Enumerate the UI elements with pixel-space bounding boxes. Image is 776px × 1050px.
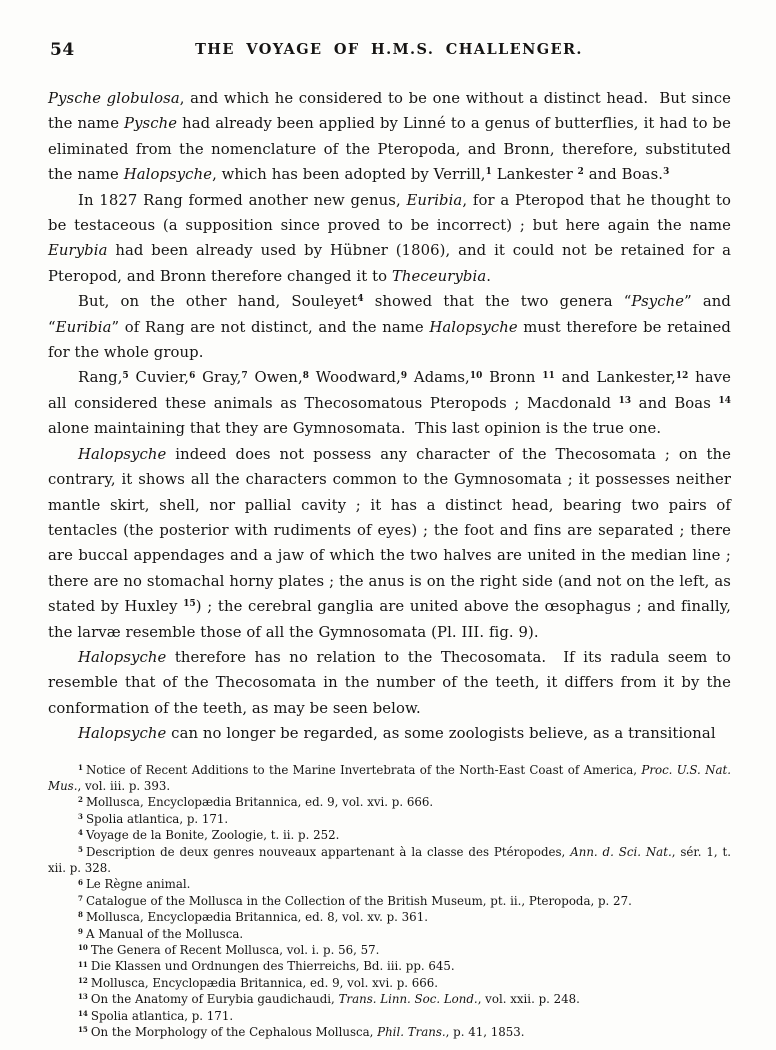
footnote	[48, 942, 731, 958]
text-run: But, on the other hand, Souleyet	[78, 293, 358, 311]
text-run: The Genera of Recent Mollusca, vol. i. p. 56, 57.	[90, 943, 380, 958]
text-run: ” of Rang are not distinct, and the name	[111, 318, 430, 336]
italic-text-run: Halopsyche	[78, 648, 167, 666]
text-run: , for a Pteropod that he thought to be testaceous (a supposition since proved to be incorrect) ; but here again the name	[48, 191, 732, 235]
footnote-number: 14	[78, 1008, 88, 1018]
footnote	[48, 762, 731, 795]
text-run: Mollusca, Encyclopædia Britannica, ed. 8, vol. xv. p. 361.	[85, 910, 428, 925]
body-text	[48, 86, 731, 747]
text-run: had been already used by Hübner (1806), and it could not be retained for a Pteropod, and Bronn therefore changed it to	[48, 242, 731, 285]
footnote-number: 2	[78, 795, 83, 805]
footnote-ref: 14	[718, 396, 731, 406]
footnote-number: 10	[78, 943, 88, 953]
text-run: Die Klassen und Ordnungen des Thierreichs, Bd. iii. pp. 645.	[90, 959, 455, 974]
footnote	[48, 1008, 731, 1024]
footnote	[48, 844, 731, 877]
text-run: ” and “	[48, 293, 731, 336]
text-run: Description de deux genres nouveaux appartenant à la classe des Ptéropodes,	[85, 844, 571, 859]
text-run: Woodward,	[309, 369, 401, 387]
text-run: Spolia atlantica, p. 171.	[85, 811, 229, 826]
footnote-ref: 5	[122, 370, 129, 381]
text-run: Gray,	[195, 369, 242, 387]
footnote	[48, 893, 731, 909]
text-run: must therefore be retained for the whole group.	[48, 318, 731, 362]
italic-text-run: Halopsyche	[429, 318, 518, 336]
paragraph	[48, 721, 731, 746]
footnote-number: 1	[78, 762, 83, 772]
italic-text-run: Ann. d. Sci. Nat.	[570, 844, 672, 859]
text-run: Mollusca, Encyclopædia Britannica, ed. 9, vol. xvi. p. 666.	[90, 975, 439, 990]
footnote-ref: 2	[577, 167, 584, 178]
italic-text-run: Pysche globulosa	[48, 90, 180, 107]
footnote	[48, 991, 731, 1007]
footnote-number: 9	[78, 926, 83, 936]
text-run: , p. 41, 1853.	[445, 1025, 525, 1040]
italic-text-run: Halopsyche	[123, 166, 213, 184]
italic-text-run: Pysche	[124, 115, 178, 133]
footnote-number: 4	[78, 828, 83, 838]
footnote-ref: 15	[183, 599, 196, 610]
text-run: can no longer be regarded, as some zoologists believe, as a transitional	[166, 725, 716, 743]
text-run: have all considered these animals as Thecosomatous Pteropods ; Macdonald	[48, 369, 731, 412]
text-run: had already been applied by Linné to a genus of butterflies, it had to be eliminated from the nomenclature of the Pteropoda, and Bronn, therefore, substituted the name	[48, 115, 731, 184]
footnote	[48, 1024, 731, 1040]
italic-text-run: Halopsyche	[78, 445, 167, 463]
footnote-ref: 13	[618, 396, 632, 406]
text-run: On the Anatomy of Eurybia gaudichaudi,	[90, 992, 339, 1007]
footnote-ref: 11	[542, 370, 555, 381]
italic-text-run: Theceurybia	[391, 267, 487, 285]
footnote-number: 3	[78, 811, 83, 821]
text-run: Owen,	[247, 369, 303, 387]
footnote-ref: 6	[189, 370, 196, 381]
footnote-number: 6	[78, 877, 83, 887]
italic-text-run: Phil. Trans.	[377, 1025, 446, 1040]
footnote-number: 12	[78, 975, 88, 985]
paragraph	[48, 365, 731, 441]
text-run: Voyage de la Bonite, Zoologie, t. ii. p. 252.	[85, 828, 340, 843]
text-run: Mollusca, Encyclopædia Britannica, ed. 9, vol. xvi. p. 666.	[85, 795, 434, 810]
footnote	[48, 827, 731, 843]
text-run: Cuvier,	[128, 369, 190, 387]
footnote	[48, 975, 731, 991]
footnote-ref: 8	[302, 370, 310, 381]
footnote	[48, 958, 731, 974]
text-run: indeed does not possess any character of the Thecosomata ; on the contrary, it shows all the characters common to the Gymnosomata ; it possesses neither mantle skirt, shell, nor pallial cavity ; it has a distinct head, bearing two pairs of tentacles (the posterior with rudiments of eyes) ; the foot and fins are separated ; there are buccal appendages and a jaw of which the two halves are united in the median line ; there are no stomachal horny plates ; the anus is on the right side (and not on the left, as stated by Huxley	[48, 445, 731, 616]
text-run: and Boas	[631, 394, 719, 412]
running-title: THE VOYAGE OF H.M.S. CHALLENGER.	[195, 41, 583, 58]
footnote-number: 7	[78, 893, 83, 903]
footnote-ref: 4	[357, 294, 364, 305]
text-run: Notice of Recent Additions to the Marine Invertebrata of the North-East Coast of America,	[85, 762, 642, 777]
text-run: .	[486, 267, 492, 285]
text-run: A Manual of the Mollusca.	[85, 926, 244, 941]
page-header	[48, 0, 730, 63]
page-number: 54	[50, 40, 75, 60]
paragraph	[48, 289, 731, 365]
footnote-ref: 10	[469, 370, 483, 381]
paragraph	[48, 86, 731, 188]
text-run: , sér. 1, t. xii. p. 328.	[48, 844, 732, 875]
text-run: , which has been adopted by Verrill,	[212, 166, 486, 184]
text-run: Spolia atlantica, p. 171.	[90, 1008, 234, 1023]
text-run: Catalogue of the Mollusca in the Collection of the British Museum, pt. ii., Pteropoda, p. 27.	[85, 893, 632, 908]
text-run: Le Règne animal.	[85, 877, 191, 892]
italic-text-run: Halopsyche	[78, 725, 167, 743]
paragraph	[48, 645, 731, 721]
italic-text-run: Proc. U.S. Nat. Mus.	[48, 762, 731, 793]
text-run: On the Morphology of the Cephalous Mollusca,	[90, 1025, 378, 1040]
text-run: In 1827 Rang formed another new genus,	[78, 191, 407, 209]
text-run: Bronn	[482, 369, 543, 387]
footnote-ref: 7	[241, 370, 248, 381]
text-run: , and which he considered to be one without a distinct head. But since the name	[48, 90, 731, 133]
footnote	[48, 926, 731, 942]
text-run: ) ; the cerebral ganglia are united above the œsophagus ; and finally, the larvæ resemble those of all the Gymnosomata (Pl. III. fig. 9).	[48, 598, 731, 641]
footnote	[48, 794, 731, 810]
text-run: therefore has no relation to the Thecosomata. If its radula seem to resemble that of the Thecosomata in the number of the teeth, it differs from it by the conformation of the teeth, as may be seen below.	[48, 648, 731, 717]
footnote	[48, 909, 731, 925]
footnote-ref: 3	[663, 167, 670, 178]
paragraph	[48, 442, 731, 645]
paragraph	[48, 188, 731, 290]
italic-text-run: Trans. Linn. Soc. Lond.	[338, 992, 478, 1007]
footnote-ref: 12	[675, 370, 689, 381]
italic-text-run: Euribia	[55, 318, 112, 336]
text-run: showed that the two genera “	[363, 293, 632, 311]
footnote-number: 8	[78, 910, 83, 920]
italic-text-run: Psyche	[631, 293, 685, 311]
footnote	[48, 811, 731, 827]
footnote-ref: 9	[400, 370, 408, 381]
text-run: Adams,	[407, 369, 470, 387]
footnote	[48, 876, 731, 892]
text-run: and Lankester,	[554, 369, 676, 387]
italic-text-run: Euribia	[406, 191, 463, 209]
text-run: and Boas.	[583, 166, 664, 184]
text-run: Rang,	[78, 369, 123, 387]
text-run: , vol. xxii. p. 248.	[477, 992, 580, 1007]
text-run: , vol. iii. p. 393.	[77, 778, 171, 793]
text-run: Lankester	[491, 166, 578, 184]
italic-text-run: Eurybia	[48, 242, 108, 260]
footnote-number: 5	[78, 844, 83, 854]
footnote-ref: 1	[485, 167, 492, 178]
footnotes	[48, 762, 731, 1041]
text-run: alone maintaining that they are Gymnosomata. This last opinion is the true one.	[48, 420, 662, 438]
footnote-number: 11	[78, 959, 88, 969]
footnote-number: 15	[78, 1025, 88, 1035]
footnote-number: 13	[78, 992, 88, 1002]
